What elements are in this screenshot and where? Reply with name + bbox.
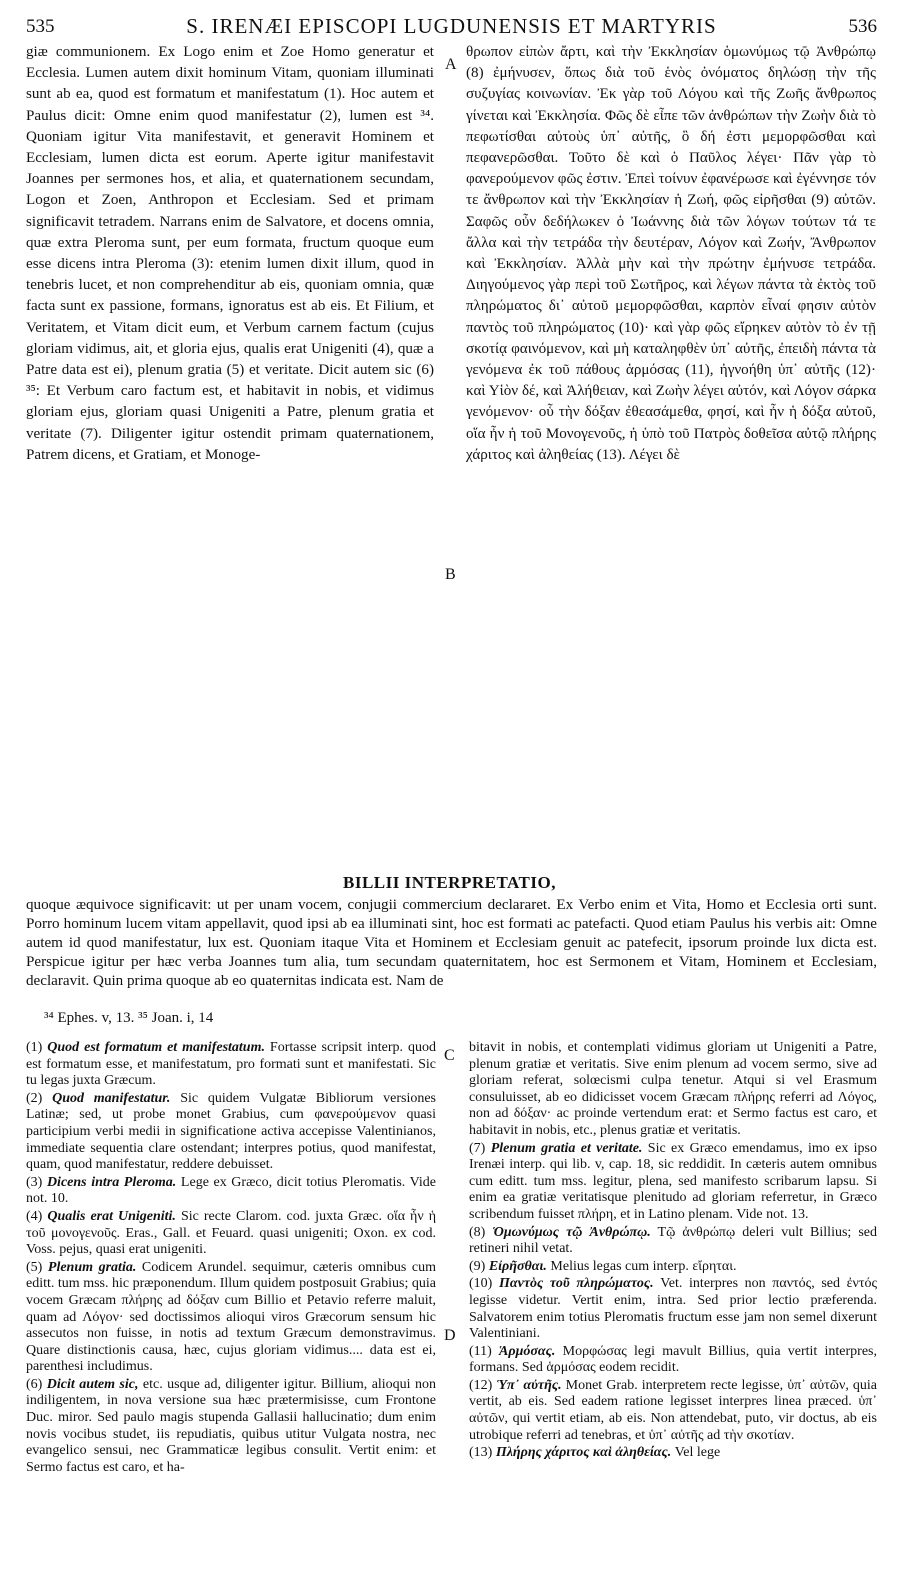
page-header [26,14,877,40]
footnote-text: Vet. interpres non παντός, sed ἐντός legisse videtur. Vertit enim, intra. Sed prior lectio præferenda. Salvatorem enim totius Pleromatis fructum esse jam non semel dixerunt Valentiniani. [469,1276,877,1342]
footnote [469,1259,877,1276]
footnote-text: Vel lege [674,1445,721,1461]
footnote-text: Lege ex Græco, dicit totius Pleromatis. Vide not. 10. [26,1174,436,1207]
footnote-text: Τῷ ἀνθρώπῳ deleri vult Billius; sed retineri nihil vetat. [469,1224,877,1257]
footnote-lemma: Πλήρης χάριτος καὶ ἀληθείας. [495,1445,672,1461]
footnote-lemma: Quod manifestatur. [52,1090,171,1106]
footnote-number: (9) [469,1258,486,1274]
footnote-number: (2) [26,1090,43,1106]
footnote-number: (5) [26,1259,43,1275]
footnote-lemma: Qualis erat Unigeniti. [47,1208,176,1224]
footnote-number: (1) [26,1040,43,1055]
footnote [26,1040,436,1090]
footnote-lemma: Ὑπ᾽ αὐτῆς. [496,1377,562,1393]
footnote-text: Sic ex Græco emendamus, imo ex ipso Irenæi interp. qui lib. v, cap. 18, sic reddidit. In cæteris autem omnibus cum editt. tum mss. legitur, plena, sed manifesto scribarum lapsu. Si enim ea gratiæ veritatisque plenitudo ad gloriam referretur, in Græco scribendum fuisset πλήρη, et in Latino plenam. Vide not. 13. [469,1140,877,1222]
footnote [469,1276,877,1342]
footnote [469,1344,877,1377]
footnote-lemma: Dicens intra Pleroma. [46,1174,177,1190]
footnote-lemma: Plenum gratia. [47,1259,137,1275]
page-number-left: 535 [26,16,55,37]
footnote-text: Codicem Arundel. sequimur, cæteris omnibus cum editt. tum mss. hic præponendum. Illum quidem postposuit Grabius; quia vocem Græcam πλήρης ad δόξαν cum Billio et Petavio referre maluit, quam ad Λόγον· sed doctissimos alioqui viros Græcorum sensum hic assecutos non fuisse, in notis ad textum Græcum demonstravimus. Quare distinctionis causa, hæc, cujus gloriam vidimus.... data est ei, parenthesi includimus. [26,1259,436,1375]
footnote [469,1378,877,1444]
footnote [469,1225,877,1258]
footnote-number: (3) [26,1174,43,1190]
footnotes-left-column [26,1040,436,1564]
footnote-text: Fortasse scripsit interp. quod est formatum esse, et manifestatum, pro formati sunt et manifestati. Sic tu legas juxta Græcum. [26,1040,436,1089]
footnote [26,1091,436,1174]
latin-translation-column: giæ communionem. Ex Logo enim et Zoe Homo generatur et Ecclesia. Lumen autem dixit hominum Vitam, quoniam illuminati sunt ab ea, quod est formatum et manifestatum (1). Hoc autem et Paulus dicit: Omne enim quod manifestatur (2), lumen est ³⁴. Quoniam igitur Vita manifestavit, et generavit Hominem et Ecclesiam, lumen dicta est eorum. Aperte igitur manifestavit Joannes per sermones hos, et alia, et quaternationem secundam, Logon et Zoen, Anthropon et Ecclesiam. Sed et primam significavit tetradem. Narrans enim de Salvatore, et docens omnia, quæ extra Pleroma sunt, per eum formata, fructum quoque eum esse dicens intra Pleroma (3): etenim lumen dixit illum, quod in tenebris lucet, et non comprehenditur ab eis, quoniam omnia, quæ facta sunt ex passione, formans, ignoratus est ab eis. Et Filium, et Veritatem, et Vitam dicit eum, et Verbum carnem factum (cujus gloriam vidimus, ait, et gloria ejus, qualis erat Unigeniti (4), quæ a Patre data est ei), plenum gratia (5) et veritate. Dicit autem sic (6) ³⁵: Et Verbum caro factum est, et habitavit in nobis, et vidimus gloriam ejus, gloriam quasi Unigeniti a Patre, plenum gratia et veritate (7). Diligenter igitur ostendit primam quaternationem, Patrem dicens, et Gratiam, et Monoge- [26,44,434,463]
footnote-number: (7) [469,1140,486,1156]
footnote-text: Sic quidem Vulgatæ Bibliorum versiones Latinæ; sed, ut probe monet Grabius, cum φανερούμενον quasi participium verbi medii in significatione activa accepisse Valentinianos, immediate sequentia clare ostendant; interpres potius, quod manifestat, quam, quod manifestatur, reddere debuisset. [26,1090,436,1173]
page-number-right: 536 [848,16,877,37]
margin-letter-c: C [444,1047,455,1064]
footnote [26,1377,436,1477]
footnote-lemma: Dicit autem sic, [46,1376,139,1392]
footnote-text: Monet Grab. interpretem recte legisse, ὑπ᾽ αὐτῶν, quia vertit, ab eis. Sed eadem ratione legisset interpres linea præced. ὑπ᾽ αὐτῶν, qui vertit etiam, ab eis. Non attendebat, puto, vir doctus, ab eis utrobique referri ad tenebras, et ὑπ᾽ αὐτῆς ad τὴν σκοτίαν. [469,1377,877,1443]
footnotes-right-column [469,1040,877,1564]
footnote [26,1209,436,1259]
footnote-text: bitavit in nobis, et contemplati vidimus gloriam ut Unigeniti a Patre, plenum gratiæ et veritatis. Sive enim plenum ad vocem sermo, sive ad gloriam referat, solœcismi culpa tenetur. Atqui si vel Erasmum consuluisset, ab eo didicisset vocem Græcam πλήρης referri ad Λόγος, non ad δόξαν· ac proinde vertendum erat: et Sermo factus est caro, et habitavit in nobis, etc., plenus gratiæ et veritatis. [469,1040,877,1138]
footnote-lemma: Εἰρῆσθαι. [488,1258,547,1274]
footnote [469,1141,877,1224]
footnote-lemma: Ὁμωνύμως τῷ Ἀνθρώπῳ. [492,1224,651,1240]
footnote-text: Sic recte Clarom. cod. juxta Græc. οἵα ἦν ἡ τοῦ μονογενοῦς. Eras., Gall. et Feuard. quasi unigeniti; Oxon. ex cod. Voss. pejus, quasi erat unigeniti. [26,1208,436,1258]
footnote-number: (10) [469,1276,493,1292]
footnote-number: (11) [469,1343,492,1359]
billius-interpretation: quoque æquivoce significavit: ut per unam vocem, conjugii commercium declararet. Ex Verbo enim et Vita, Homo et Ecclesia orti sunt. Porro hominum lucem vitam appellavit, quod ipsi ab ea illuminati sint, hoc est formati ac patefacti. Quod etiam Paulus his verbis ait: Omne autem id quod manifestatur, lux est. Quoniam itaque Vita et Hominem et Ecclesiam genuit ac patefecit, ipsorum proinde lux dicta est. Perspicue igitur per hæc verba Joannes tum alia, tum secundam quaternitatem, hoc est Sermonem et Vitam, Hominem et Ecclesiam, declaravit. Quin prima quoque ab eo quaternitas indicata est. Nam de [26,897,877,989]
margin-letter-d: D [444,1327,456,1344]
footnote-text: Μορφώσας legi mavult Billius, quia vertit interpres, formans. Sed ἁρμόσας eodem recidit. [469,1343,877,1376]
footnote [469,1040,877,1140]
footnote-lemma: Quod est formatum et manifestatum. [47,1040,265,1055]
footnote [26,1175,436,1208]
footnote-lemma: Παντὸς τοῦ πληρώματος. [498,1276,654,1292]
footnote-lemma: Ἁρμόσας. [499,1343,556,1359]
section-title: BILLII INTERPRETATIO, [343,873,556,892]
footnote-text: Melius legas cum interp. εἴρηται. [550,1258,737,1274]
footnote-text: etc. usque ad, diligenter igitur. Billium, alioqui non indiligentem, in nova versione sua hæc prætermisisse, cum Frontone Duc. miror. Sed paulo magis stupenda Gallasii hallucinatio; dum enim novis vocibus studet, iis repudiatis, quibus utitur Vulgata nostra, nec evangelico sensui, nec Grammaticæ legibus consulit. Vertit enim: et Sermo factus est caro, et ha- [26,1376,436,1475]
margin-letter-a: A [445,56,457,73]
footnote-number: (4) [26,1208,43,1224]
footnote-number: (8) [469,1224,486,1240]
footnote [469,1445,877,1462]
running-title: S. IRENÆI EPISCOPI LUGDUNENSIS ET MARTYRIS [186,14,717,38]
footnote-lemma: Plenum gratia et veritate. [490,1140,643,1156]
footnote [26,1260,436,1376]
footnote-number: (13) [469,1445,493,1461]
greek-text-column: θρωπον εἰπὼν ἄρτι, καὶ τὴν Ἐκκλησίαν ὁμωνύμως τῷ Ἀνθρώπῳ (8) ἐμήνυσεν, ὅπως διὰ τοῦ ἑνὸς ὀνόματος δηλώσῃ τὴν τῆς συζυγίας κοινωνίαν. Ἐκ γὰρ τοῦ Λόγου καὶ τῆς Ζωῆς ἄνθρωπος γίνεται καὶ Ἐκκλησία. Φῶς δὲ εἶπε τῶν ἀνθρώπων τὴν Ζωὴν διὰ τὸ πεφωτίσθαι αὐτοὺς ὑπ᾽ αὐτῆς, ὃ δή ἐστι μεμορφῶσθαι καὶ πεφανερῶσθαι. Τοῦτο δὲ καὶ ὁ Παῦλος λέγει· Πᾶν γὰρ τὸ φανερούμενον φῶς ἐστιν. Ἐπεὶ τοίνυν ἐφανέρωσε καὶ ἐγέννησε τόν τε ἄνθρωπον καὶ τὴν Ἐκκλησίαν ἡ Ζωή, φῶς εἰρῆσθαι (9) αὐτῶν. Σαφῶς οὖν δεδήλωκεν ὁ Ἰωάννης διὰ τῶν λόγων τούτων τά τε ἄλλα καὶ τὴν τετράδα τὴν δευτέραν, Λόγον καὶ Ζωήν, Ἄνθρωπον καὶ Ἐκκλησίαν. Ἀλλὰ μὴν καὶ τὴν πρώτην ἐμήνυσε τετράδα. Διηγούμενος γὰρ περὶ τοῦ Σωτῆρος, καὶ λέγων πάντα τὰ ἐκτὸς τοῦ πληρώματος δι᾽ αὐτοῦ μεμορφῶσθαι, καρπὸν εἶναί φησιν αὐτὸν παντὸς τοῦ πληρώματος (10)· καὶ γὰρ φῶς εἴρηκεν αὐτὸν τὸ ἐν τῇ σκοτίᾳ φαινόμενον, καὶ μὴ καταληφθὲν ὑπ᾽ αὐτῆς, ἐπειδὴ πάντα τὰ γενόμενα ἐκ τοῦ πάθους ἁρμόσας (11), ἠγνοήθη ὑπ᾽ αὐτῆς (12)· καὶ Υἱὸν δέ, καὶ Ἀλήθειαν, καὶ Ζωὴν λέγει αὐτόν, καὶ Λόγον σάρκα γενόμενον· οὗ τὴν δόξαν ἐθεασάμεθα, φησί, καὶ ἦν ἡ δόξα αὐτοῦ, οἵα ἦν ἡ τοῦ Μονογενοῦς, ἡ ὑπὸ τοῦ Πατρὸς δοθεῖσα αὐτῷ πλήρης χάριτος καὶ ἀληθείας (13). Λέγει δὲ [466,44,876,463]
footnote-number: (12) [469,1377,493,1393]
footnote-number: (6) [26,1376,43,1392]
scripture-references: ³⁴ Ephes. v, 13. ³⁵ Joan. i, 14 [44,1010,214,1026]
margin-letter-b: B [445,566,456,583]
